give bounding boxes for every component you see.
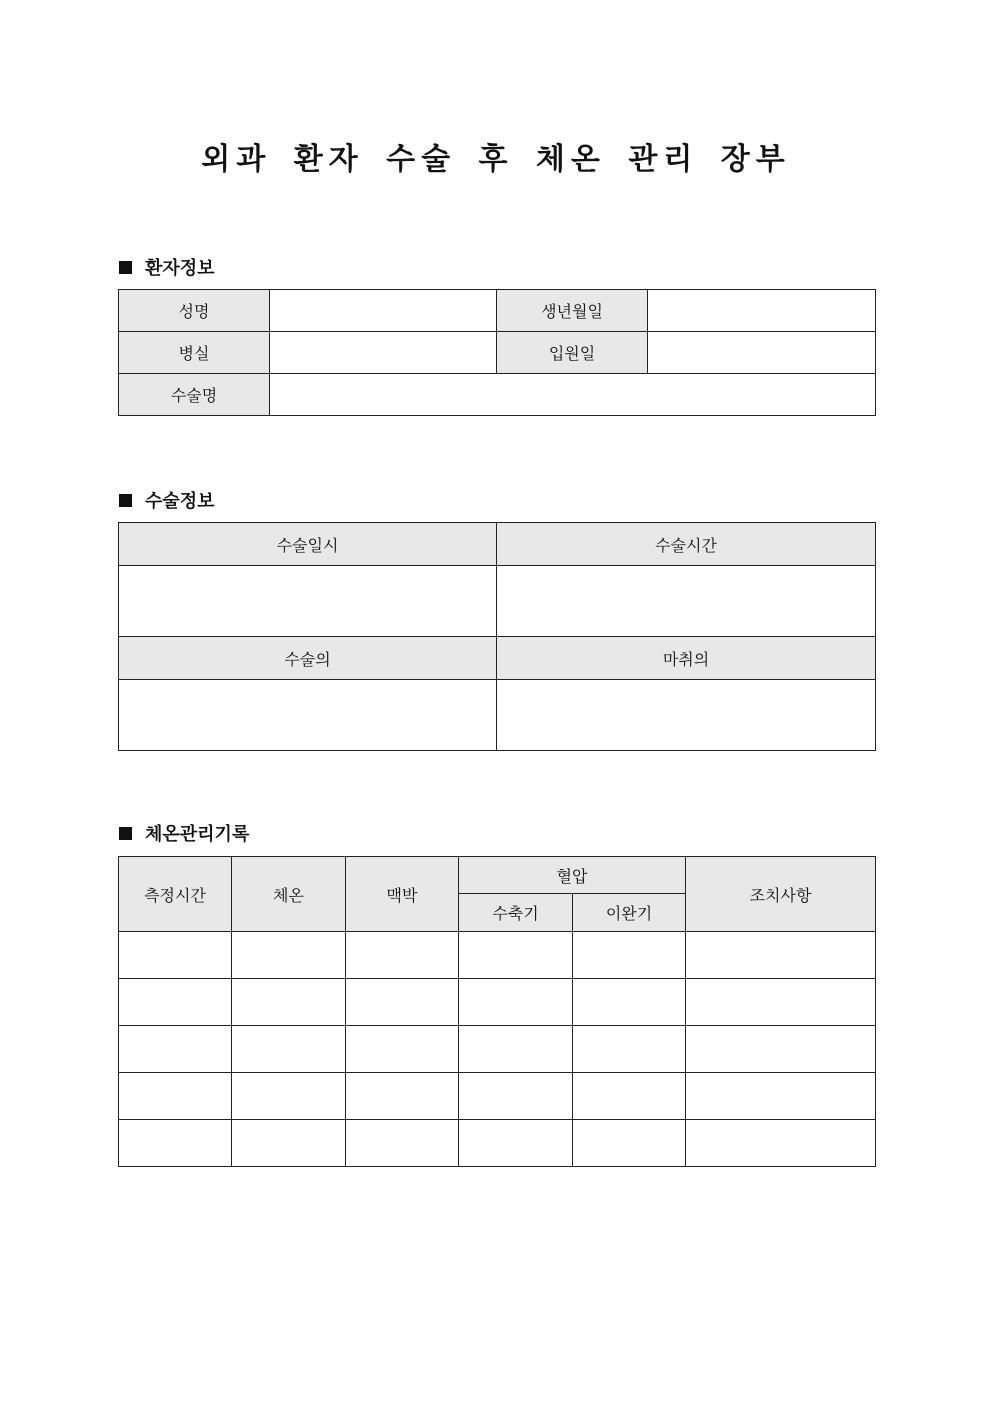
surgeon-label: 수술의: [119, 637, 497, 680]
table-cell[interactable]: [686, 979, 876, 1026]
surgery-info-table: [118, 522, 876, 751]
surgery-date-label: 수술일시: [119, 523, 497, 566]
table-cell[interactable]: [119, 979, 232, 1026]
surgeon-field[interactable]: [119, 680, 497, 751]
table-cell[interactable]: [459, 1026, 573, 1073]
temperature-record-table: [118, 856, 876, 1167]
table-cell[interactable]: [573, 1073, 686, 1120]
patient-section-title: 환자정보: [145, 258, 215, 279]
table-row: [119, 1073, 876, 1120]
surgery-duration-label: 수술시간: [497, 523, 876, 566]
diastolic-header: 이완기: [573, 894, 686, 932]
temperature-section-title: 체온관리기록: [145, 824, 250, 845]
anesthesiologist-label: 마취의: [497, 637, 876, 680]
table-cell[interactable]: [346, 1073, 459, 1120]
anesthesiologist-field[interactable]: [497, 680, 876, 751]
table-cell[interactable]: [119, 1026, 232, 1073]
name-label: 성명: [119, 290, 270, 332]
table-cell[interactable]: [686, 1120, 876, 1167]
admit-label: 입원일: [497, 332, 648, 374]
room-label: 병실: [119, 332, 270, 374]
name-field[interactable]: [270, 290, 497, 332]
birth-label: 생년월일: [497, 290, 648, 332]
table-cell[interactable]: [119, 1120, 232, 1167]
surgery-section-header: [119, 487, 215, 513]
table-cell[interactable]: [232, 979, 346, 1026]
table-cell[interactable]: [346, 932, 459, 979]
table-cell[interactable]: [459, 979, 573, 1026]
pulse-header: 맥박: [346, 857, 459, 932]
surgery-section-title: 수술정보: [145, 491, 215, 512]
table-cell[interactable]: [119, 1073, 232, 1120]
table-cell[interactable]: [346, 979, 459, 1026]
table-cell[interactable]: [573, 1026, 686, 1073]
table-cell[interactable]: [459, 1120, 573, 1167]
table-cell[interactable]: [573, 979, 686, 1026]
table-cell[interactable]: [119, 932, 232, 979]
table-cell[interactable]: [232, 1073, 346, 1120]
page-title: 외과 환자 수술 후 체온 관리 장부: [201, 142, 791, 177]
table-row: [119, 1120, 876, 1167]
birth-field[interactable]: [648, 290, 876, 332]
surgery-date-field[interactable]: [119, 566, 497, 637]
temp-header: 체온: [232, 857, 346, 932]
table-cell[interactable]: [232, 932, 346, 979]
square-bullet-icon: [119, 827, 132, 840]
action-header: 조치사항: [686, 857, 876, 932]
table-cell[interactable]: [459, 932, 573, 979]
square-bullet-icon: [119, 261, 132, 274]
patient-section-header: [119, 254, 215, 280]
systolic-header: 수축기: [459, 894, 573, 932]
table-cell[interactable]: [459, 1073, 573, 1120]
table-cell[interactable]: [686, 1026, 876, 1073]
table-cell[interactable]: [573, 1120, 686, 1167]
table-cell[interactable]: [573, 932, 686, 979]
temperature-section-header: [119, 820, 249, 846]
admit-field[interactable]: [648, 332, 876, 374]
table-row: [119, 979, 876, 1026]
bp-header: 혈압: [459, 857, 686, 894]
surgery-name-label: 수술명: [119, 374, 270, 416]
table-cell[interactable]: [686, 932, 876, 979]
table-cell[interactable]: [232, 1026, 346, 1073]
table-cell[interactable]: [686, 1073, 876, 1120]
table-row: [119, 932, 876, 979]
time-header: 측정시간: [119, 857, 232, 932]
room-field[interactable]: [270, 332, 497, 374]
table-row: [119, 1026, 876, 1073]
surgery-name-field[interactable]: [270, 374, 876, 416]
patient-info-table: [118, 289, 876, 416]
surgery-duration-field[interactable]: [497, 566, 876, 637]
table-cell[interactable]: [232, 1120, 346, 1167]
table-cell[interactable]: [346, 1026, 459, 1073]
square-bullet-icon: [119, 494, 132, 507]
table-cell[interactable]: [346, 1120, 459, 1167]
